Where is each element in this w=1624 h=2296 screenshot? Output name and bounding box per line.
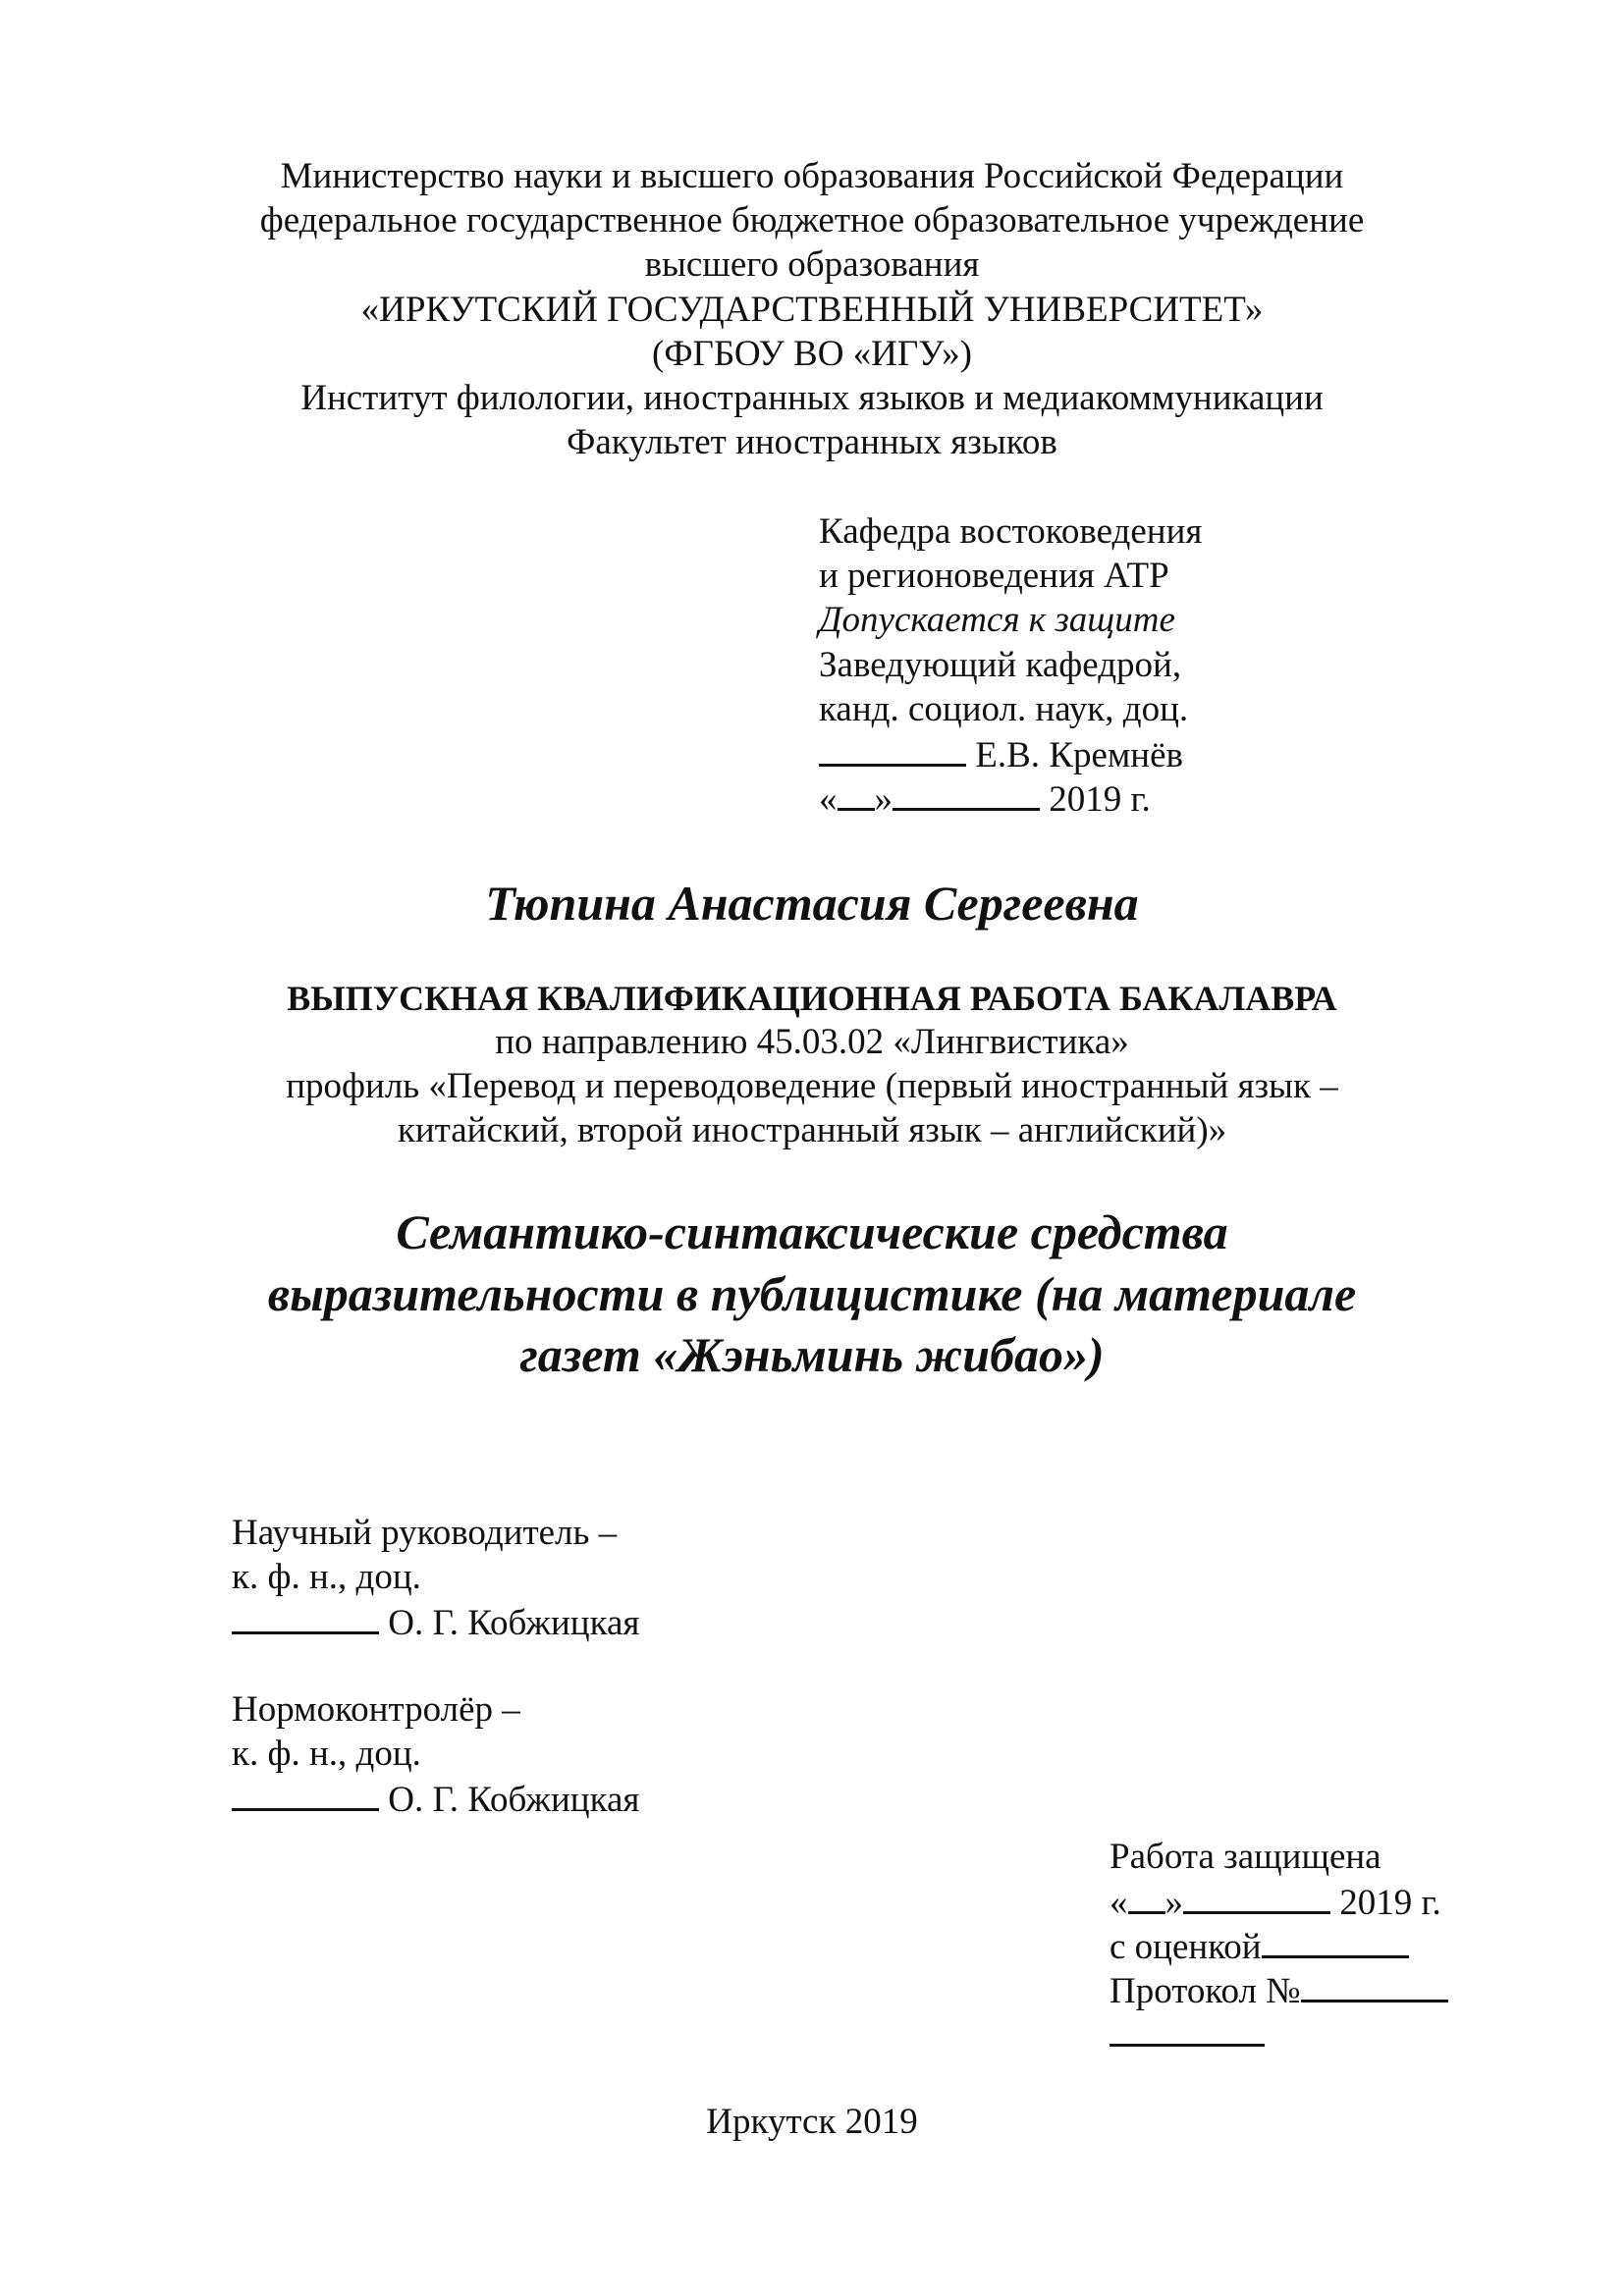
institution-type-line: федеральное государственное бюджетное образовательное учреждение	[259, 200, 1365, 240]
admitted-to-defense: Допускается к защите	[819, 600, 1175, 640]
head-signature-line	[819, 732, 1183, 777]
defense-date-line	[1110, 1880, 1441, 1925]
day-blank	[838, 776, 875, 811]
month-blank	[893, 776, 1040, 811]
grade-label: с оценкой	[1110, 1927, 1262, 1967]
thesis-title-line-3: газет «Жэньминь жибао»)	[519, 1327, 1105, 1382]
direction-line: по направлению 45.03.02 «Лингвистика»	[495, 1022, 1129, 1062]
protocol-label: Протокол №	[1110, 1971, 1301, 2011]
author-name: Тюпина Анастасия Сергеевна	[485, 876, 1139, 931]
department-line-1: Кафедра востоковедения	[819, 511, 1203, 552]
city-year: Иркутск 2019	[706, 2102, 918, 2142]
quote-open: «	[1110, 1883, 1128, 1923]
institute-name: Институт филологии, иностранных языков и медиакоммуникации	[300, 378, 1324, 418]
faculty-name: Факультет иностранных языков	[567, 422, 1057, 462]
signature-blank	[232, 1600, 379, 1634]
supervisor-name: О. Г. Кобжицкая	[388, 1603, 640, 1643]
normcontroller-role: Нормоконтролёр –	[232, 1689, 520, 1730]
university-name: «ИРКУТСКИЙ ГОСУДАРСТВЕННЫЙ УНИВЕРСИТЕТ»	[360, 290, 1264, 330]
protocol-number-blank	[1301, 1968, 1448, 2002]
quote-close: »	[1164, 1883, 1183, 1923]
thesis-title-line-1: Семантико-синтаксические средства	[396, 1204, 1228, 1259]
ministry-line: Министерство науки и высшего образования Российской Федерации	[280, 156, 1344, 196]
grade-line	[1110, 1924, 1409, 1969]
profile-line-1: профиль «Перевод и переводоведение (первый иностранный язык –	[286, 1066, 1338, 1106]
approval-date-line	[819, 776, 1151, 822]
quote-close: »	[874, 779, 893, 820]
head-title: Заведующий кафедрой,	[819, 645, 1182, 685]
thesis-title-line-2: выразительности в публицистике (на материале	[267, 1266, 1357, 1321]
head-name: Е.В. Кремнёв	[975, 735, 1183, 775]
supervisor-role: Научный руководитель –	[232, 1513, 618, 1553]
defense-status: Работа защищена	[1110, 1837, 1381, 1877]
protocol-extra-line	[1110, 2012, 1265, 2057]
protocol-line	[1110, 1968, 1448, 2013]
supervisor-degree: к. ф. н., доц.	[232, 1557, 421, 1597]
head-degree: канд. социол. наук, доц.	[819, 689, 1189, 729]
education-level-line: высшего образования	[644, 244, 980, 285]
defense-year: 2019 г.	[1339, 1883, 1441, 1923]
grade-blank	[1262, 1924, 1409, 1958]
signature-blank	[232, 1777, 379, 1811]
approval-year: 2019 г.	[1049, 779, 1151, 820]
work-type: ВЫПУСКНАЯ КВАЛИФИКАЦИОННАЯ РАБОТА БАКАЛАВРА	[287, 979, 1337, 1018]
month-blank	[1183, 1880, 1330, 1914]
normcontroller-signature-line	[232, 1777, 639, 1822]
university-abbreviation: (ФГБОУ ВО «ИГУ»)	[652, 334, 972, 374]
protocol-date-blank	[1110, 2012, 1265, 2047]
profile-line-2: китайский, второй иностранный язык – английский)»	[397, 1110, 1227, 1150]
quote-open: «	[819, 779, 838, 820]
normcontroller-degree: к. ф. н., доц.	[232, 1734, 421, 1774]
supervisor-signature-line	[232, 1600, 639, 1645]
normcontroller-name: О. Г. Кобжицкая	[388, 1780, 640, 1820]
signature-blank	[819, 732, 966, 767]
department-line-2: и регионоведения АТР	[819, 556, 1169, 596]
day-blank	[1128, 1880, 1165, 1914]
